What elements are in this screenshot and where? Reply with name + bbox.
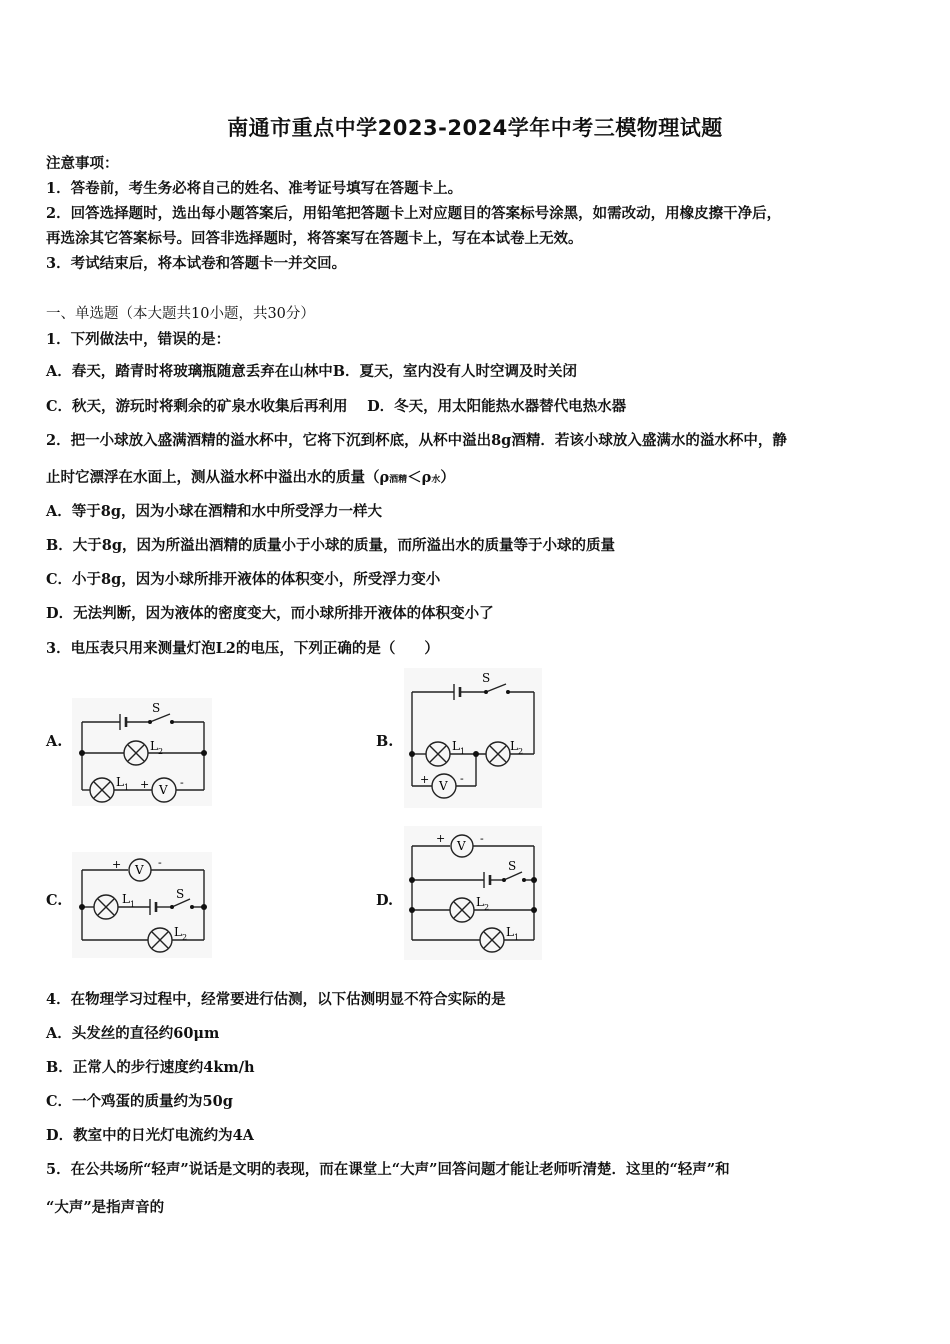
lamp-subscript: 2: [182, 933, 188, 942]
notice-heading: 注意事项：: [46, 155, 119, 172]
question-2-option-a: A．等于8g，因为小球在酒精和水中所受浮力一样大: [46, 503, 382, 520]
minus-sign: -: [460, 772, 464, 785]
notice-item: 3．考试结束后，将本试卷和答题卡一并交回。: [46, 255, 347, 272]
voltmeter-label: V: [439, 779, 448, 793]
lamp-subscript: 1: [124, 783, 130, 792]
question-1-stem: 1．下列做法中，错误的是：: [46, 331, 231, 348]
lamp-label: L: [150, 739, 158, 753]
switch-label: S: [176, 887, 185, 901]
question-1-options-cd: C．秋天，游玩时将剩余的矿泉水收集后再利用 D．冬天，用太阳能热水器替代电热水器: [46, 398, 627, 415]
question-2-stem-line1: 2．把一小球放入盛满酒精的溢水杯中，它将下沉到杯底，从杯中溢出8g酒精．若该小球放入盛满水的溢水杯中，静: [46, 432, 787, 449]
voltmeter-label: V: [457, 839, 466, 853]
option-c-label: C.: [46, 892, 63, 909]
minus-sign: -: [158, 856, 162, 869]
lamp-label: L: [116, 775, 124, 789]
subscript-water: 水: [431, 475, 441, 485]
question-1-options-ab: A．春天，踏青时将玻璃瓶随意丢弃在山林中B．夏天，室内没有人时空调及时关闭: [46, 363, 578, 380]
circuit-diagram-a: [72, 698, 212, 806]
question-5-stem-line2: “大声”是指声音的: [46, 1199, 165, 1216]
notice-item: 再选涂其它答案标号。回答非选择题时，将答案写在答题卡上，写在本试卷上无效。: [46, 230, 583, 247]
circuit-diagram-d: [404, 826, 542, 960]
plus-sign: +: [436, 832, 446, 845]
lamp-label: L: [452, 739, 460, 753]
question-2-option-b: B．大于8g，因为所溢出酒精的质量小于小球的质量，而所溢出水的质量等于小球的质量: [46, 537, 615, 554]
voltmeter-label: V: [159, 783, 168, 797]
voltmeter-label: V: [135, 863, 144, 877]
lamp-label: L: [506, 925, 514, 939]
lamp-subscript: 2: [518, 747, 524, 756]
switch-label: S: [152, 701, 161, 715]
circuit-diagram-c: [72, 852, 212, 958]
lamp-label: L: [174, 925, 182, 939]
notice-item: 2．回答选择题时，选出每小题答案后，用铅笔把答题卡上对应题目的答案标号涂黑，如需改动，用橡皮擦干净后，: [46, 205, 782, 222]
lamp-label: L: [122, 892, 130, 906]
question-2-option-d: D．无法判断，因为液体的密度变大，而小球所排开液体的体积变小了: [46, 605, 494, 622]
option-b-label: B.: [376, 733, 394, 750]
lamp-subscript: 2: [158, 747, 164, 756]
question-4-option-d: D．教室中的日光灯电流约为4A: [46, 1127, 254, 1144]
minus-sign: -: [480, 832, 484, 845]
option-d-label: D.: [376, 892, 394, 909]
page-title: 南通市重点中学2023-2024学年中考三模物理试题: [227, 116, 723, 140]
question-4-option-b: B．正常人的步行速度约4km/h: [46, 1059, 255, 1076]
lamp-subscript: 2: [484, 903, 490, 912]
lamp-subscript: 1: [460, 747, 466, 756]
minus-sign: -: [180, 776, 184, 789]
section-heading: 一、单选题（本大题共10小题，共30分）: [46, 306, 315, 322]
question-4-stem: 4．在物理学习过程中，经常要进行估测，以下估测明显不符合实际的是: [46, 991, 506, 1008]
question-5-stem-line1: 5．在公共场所“轻声”说话是文明的表现，而在课堂上“大声”回答问题才能让老师听清楚．这里的“轻声”和: [46, 1161, 730, 1178]
question-3-stem: 3．电压表只用来测量灯泡L2的电压，下列正确的是（ ）: [46, 640, 439, 657]
lamp-subscript: 1: [130, 900, 136, 909]
plus-sign: +: [140, 778, 150, 791]
lamp-subscript: 1: [514, 933, 520, 942]
question-4-option-c: C．一个鸡蛋的质量约为50g: [46, 1093, 233, 1110]
option-a-label: A.: [46, 733, 63, 750]
notice-item: 1．答卷前，考生务必将自己的姓名、准考证号填写在答题卡上。: [46, 180, 463, 197]
circuit-diagram-b: [404, 668, 542, 808]
subscript-alcohol: 酒精: [389, 475, 408, 485]
switch-label: S: [482, 671, 491, 685]
lamp-label: L: [476, 895, 484, 909]
question-2-option-c: C．小于8g，因为小球所排开液体的体积变小，所受浮力变小: [46, 571, 441, 588]
switch-label: S: [508, 859, 517, 873]
question-4-option-a: A．头发丝的直径约60μm: [46, 1025, 220, 1042]
plus-sign: +: [420, 773, 430, 786]
plus-sign: +: [112, 858, 122, 871]
lamp-label: L: [510, 739, 518, 753]
question-2-stem-line2: 止时它漂浮在水面上，测从溢水杯中溢出水的质量（ρ酒精＜ρ水）: [46, 469, 455, 486]
